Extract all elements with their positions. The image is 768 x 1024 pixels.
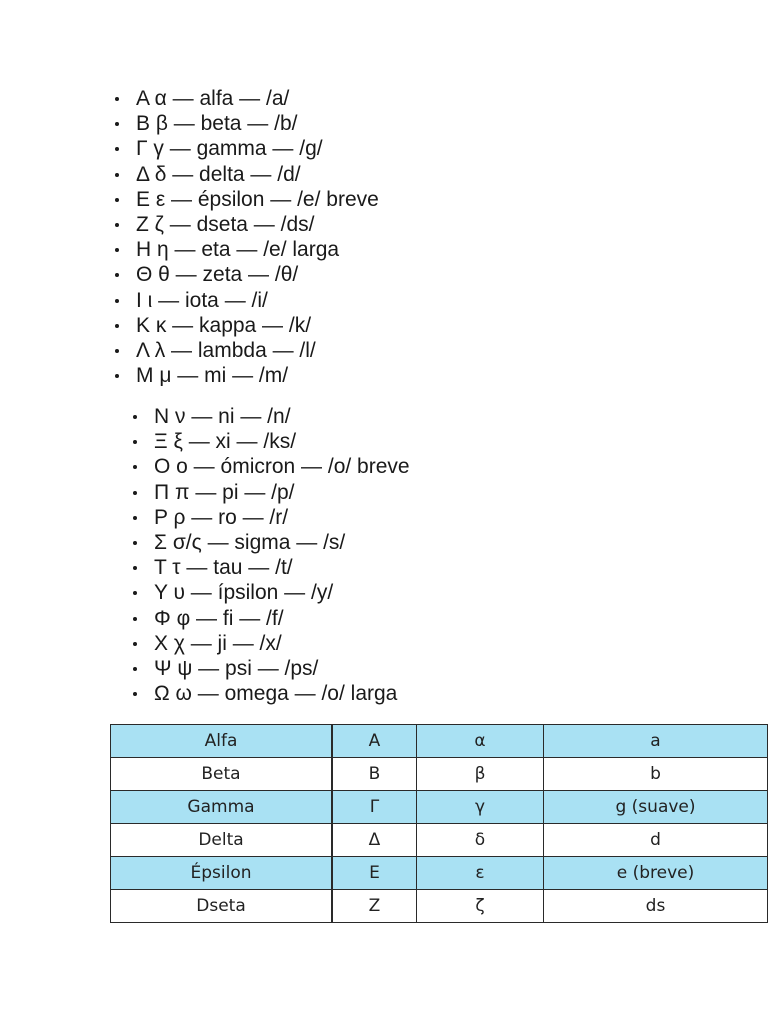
list-item-text: Δ δ — delta — /d/ bbox=[136, 162, 301, 186]
list-item-text: Ξ ξ — xi — /ks/ bbox=[154, 430, 297, 454]
list-item bbox=[131, 580, 410, 605]
lowercase-cell: δ bbox=[417, 824, 544, 857]
uppercase-cell: Γ bbox=[332, 791, 417, 824]
bullet bbox=[115, 349, 119, 353]
bullet bbox=[133, 591, 137, 595]
table-row bbox=[111, 791, 768, 824]
list-item-text: Ε ε — épsilon — /e/ breve bbox=[136, 187, 379, 211]
list-item-text: Ζ ζ — dseta — /ds/ bbox=[136, 212, 315, 236]
list-item bbox=[131, 555, 410, 580]
list-item bbox=[113, 262, 379, 287]
table-row bbox=[111, 725, 768, 758]
table-row bbox=[111, 890, 768, 923]
list-item bbox=[131, 505, 410, 530]
list-item bbox=[113, 237, 379, 262]
uppercase-cell: Δ bbox=[332, 824, 417, 857]
bullet bbox=[115, 248, 119, 252]
bullet bbox=[115, 198, 119, 202]
list-item-text: Π π — pi — /p/ bbox=[154, 480, 295, 504]
list-item-text: Β β — beta — /b/ bbox=[136, 112, 298, 136]
list-item-text: Ψ ψ — psi — /ps/ bbox=[154, 656, 319, 680]
list-item bbox=[131, 530, 410, 555]
sound-cell: ds bbox=[544, 890, 768, 923]
list-item-text: Σ σ/ς — sigma — /s/ bbox=[154, 530, 346, 554]
sound-cell: b bbox=[544, 758, 768, 791]
list-item-text: Υ υ — ípsilon — /y/ bbox=[154, 581, 334, 605]
list-item bbox=[113, 338, 379, 363]
list-item bbox=[113, 136, 379, 161]
table-row bbox=[111, 758, 768, 791]
lowercase-cell: ε bbox=[417, 857, 544, 890]
list-item-text: Ο ο — ómicron — /o/ breve bbox=[154, 455, 410, 479]
bullet bbox=[133, 667, 137, 671]
list-item bbox=[113, 111, 379, 136]
table-row bbox=[111, 824, 768, 857]
list-item-text: Θ θ — zeta — /θ/ bbox=[136, 263, 299, 287]
letter-name-cell: Alfa bbox=[111, 725, 333, 758]
bullet bbox=[133, 415, 137, 419]
bullet bbox=[115, 273, 119, 277]
list-item-text: Μ μ — mi — /m/ bbox=[136, 364, 289, 388]
lowercase-cell: α bbox=[417, 725, 544, 758]
bullet bbox=[115, 97, 119, 101]
lowercase-cell: β bbox=[417, 758, 544, 791]
list-item-text: Χ χ — ji — /x/ bbox=[154, 631, 282, 655]
uppercase-cell: Ε bbox=[332, 857, 417, 890]
list-item bbox=[131, 631, 410, 656]
lowercase-cell: ζ bbox=[417, 890, 544, 923]
list-item-text: Η η — eta — /e/ larga bbox=[136, 238, 340, 262]
list-item bbox=[131, 606, 410, 631]
list-item-text: Ρ ρ — ro — /r/ bbox=[154, 505, 289, 529]
greek-letters-table bbox=[110, 724, 768, 923]
list-item bbox=[131, 454, 410, 479]
bullet bbox=[115, 122, 119, 126]
bullet bbox=[133, 642, 137, 646]
list-item bbox=[113, 212, 379, 237]
list-item bbox=[131, 681, 410, 706]
bullet bbox=[133, 566, 137, 570]
list-item bbox=[113, 187, 379, 212]
table-row bbox=[111, 857, 768, 890]
bullet bbox=[115, 374, 119, 378]
list-item bbox=[113, 86, 379, 111]
list-item bbox=[113, 363, 379, 388]
letter-name-cell: Dseta bbox=[111, 890, 333, 923]
list-item bbox=[131, 480, 410, 505]
letter-name-cell: Beta bbox=[111, 758, 333, 791]
list-item bbox=[131, 404, 410, 429]
letter-name-cell: Épsilon bbox=[111, 857, 333, 890]
bullet bbox=[133, 440, 137, 444]
bullet bbox=[133, 491, 137, 495]
list-item-text: Κ κ — kappa — /k/ bbox=[136, 313, 312, 337]
uppercase-cell: Β bbox=[332, 758, 417, 791]
letter-name-cell: Gamma bbox=[111, 791, 333, 824]
list-item-text: Λ λ — lambda — /l/ bbox=[136, 338, 316, 362]
bullet bbox=[115, 324, 119, 328]
bullet bbox=[115, 223, 119, 227]
bullet bbox=[133, 617, 137, 621]
bullet bbox=[115, 147, 119, 151]
greek-letters-list-first bbox=[113, 86, 379, 388]
list-item bbox=[113, 162, 379, 187]
bullet bbox=[115, 299, 119, 303]
bullet bbox=[115, 173, 119, 177]
uppercase-cell: Ζ bbox=[332, 890, 417, 923]
list-item bbox=[131, 429, 410, 454]
uppercase-cell: Α bbox=[332, 725, 417, 758]
lowercase-cell: γ bbox=[417, 791, 544, 824]
list-item-text: Φ φ — fi — /f/ bbox=[154, 606, 284, 630]
sound-cell: a bbox=[544, 725, 768, 758]
letter-name-cell: Delta bbox=[111, 824, 333, 857]
sound-cell: d bbox=[544, 824, 768, 857]
bullet bbox=[133, 465, 137, 469]
list-item-text: Τ τ — tau — /t/ bbox=[154, 556, 293, 580]
list-item bbox=[113, 288, 379, 313]
list-item-text: Γ γ — gamma — /g/ bbox=[136, 137, 323, 161]
bullet bbox=[133, 516, 137, 520]
list-item bbox=[131, 656, 410, 681]
sound-cell: e (breve) bbox=[544, 857, 768, 890]
sound-cell: g (suave) bbox=[544, 791, 768, 824]
list-item bbox=[113, 313, 379, 338]
bullet bbox=[133, 692, 137, 696]
list-item-text: Ι ι — iota — /i/ bbox=[136, 288, 268, 312]
bullet bbox=[133, 541, 137, 545]
greek-letters-list-second bbox=[131, 404, 410, 706]
list-item-text: Α α — alfa — /a/ bbox=[136, 87, 290, 110]
list-item-text: Ω ω — omega — /o/ larga bbox=[154, 682, 398, 706]
list-item-text: Ν ν — ni — /n/ bbox=[154, 405, 291, 428]
